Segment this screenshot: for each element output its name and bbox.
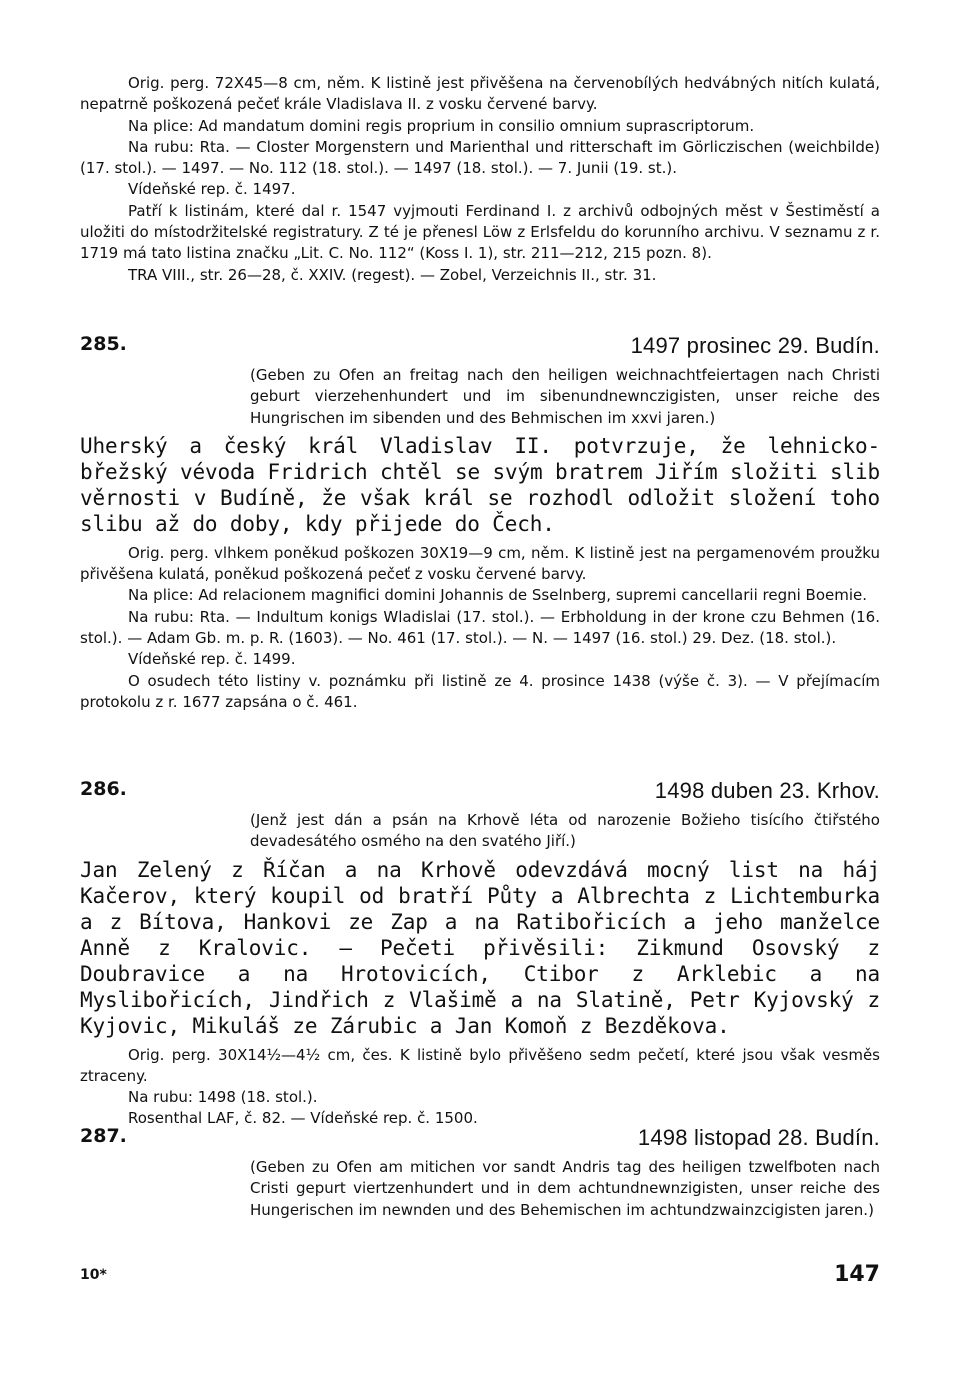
entry-number: 285. — [80, 333, 127, 355]
note-paragraph: Orig. perg. vlhkem poněkud poškozen 30X19—9 cm, něm. K listině jest na pergamenovém proužku přivěšena kulatá, poněkud poškozená pečeť z vosku červené barvy. — [80, 543, 880, 584]
note-paragraph: Vídeňské rep. č. 1499. — [128, 650, 296, 669]
entry-header — [80, 1125, 880, 1157]
note-paragraph: Na rubu: Rta. — Closter Morgenstern und Marienthal und ritterschaft im Görliczischen (weichbilde) (17. stol.). — 1497. — No. 112 (18. stol.). — 1497 (18. stol.). — 7. Junii (19. st.). — [80, 137, 880, 178]
note-paragraph: Orig. perg. 72X45—8 cm, něm. K listině jest přivěšena na červenobílých hedvábných nitích kulatá, nepatrně poškozená pečeť krále Vladislava II. z vosku červené barvy. — [80, 74, 880, 114]
note-paragraph: Rosenthal LAF, č. 82. — Vídeňské rep. č. 1500. — [128, 1109, 478, 1128]
note-paragraph: O osudech této listiny v. poznámku při listině ze 4. prosince 1438 (výše č. 3). — V přejímacím protokolu z r. 1677 zapsána o č. 461. — [80, 671, 880, 711]
entry-regest: Uherský a český král Vladislav II. potvrzuje, že lehnicko-břežský vévoda Fridrich chtěl se svým bratrem Jiřím složiti slib věrnosti v Budíně, že však král se rozhodl odložit složení toho slibu až do doby, kdy přijede do Čech. — [80, 433, 880, 536]
entry-date-place: 1497 prosinec 29. Budín. — [630, 333, 880, 358]
entry-regest: Jan Zelený z Říčan a na Krhově odevzdává mocný list na háj Kačerov, který koupil od bratří Půty a Albrechta z Lichtemburka a z Bítova, Hankovi ze Zap a na Ratibořicích a jeho manželce Anně z Kralovic. — Pečeti přivěsili: Zikmund Osovský z Doubravice a na Hrotovicích, Ctibor z Arklebic a na Myslibořicích, Jindřich z Vlašimě a na Slatině, Petr Kyjovský z Kyjovic, Mikuláš ze Zárubic a Jan Komoň z Bezděkova. — [80, 857, 880, 1038]
entry-header — [80, 333, 880, 365]
page-number: 147 — [834, 1262, 880, 1287]
note-paragraph: Orig. perg. 30X14½—4½ cm, čes. K listině bylo přivěšeno sedm pečetí, které jsou však vesměs ztraceny. — [80, 1045, 880, 1085]
entry-286 — [80, 778, 880, 1130]
previous-entry-notes — [80, 73, 880, 286]
note-paragraph: Na rubu: Rta. — Indultum konigs Wladislai (17. stol.). — Erbholdung in der krone czu Behmen (16. stol.). — Adam Gb. m. p. R. (1603). — No. 461 (17. stol.). — N. — 1497 (16. stol.) 29. Dez. (18. stol.). — [80, 607, 880, 648]
note-paragraph: Patří k listinám, které dal r. 1547 vyjmouti Ferdinand I. z archivů odbojných měst v Šestiměstí a uložiti do místodržitelské registratury. Z té je přenesl Löw z Erlsfeldu do korunního archivu. V seznamu z r. 1719 má tato listina značku „Lit. C. No. 112“ (Koss I. 1), str. 211—212, 215 pozn. 8). — [80, 201, 880, 263]
entry-header — [80, 778, 880, 810]
page-footer — [80, 1262, 880, 1292]
entry-quote: (Jenž jest dán a psán na Krhově léta od narozenie Božieho tisícího čtiřstého devadesátého osmého na den svatého Jiří.) — [250, 811, 880, 851]
note-paragraph: Na rubu: 1498 (18. stol.). — [128, 1088, 318, 1107]
note-paragraph: TRA VIII., str. 26—28, č. XXIV. (regest). — Zobel, Verzeichnis II., str. 31. — [128, 265, 657, 284]
entry-287 — [80, 1125, 880, 1223]
entry-285 — [80, 333, 880, 713]
entry-date-place: 1498 duben 23. Krhov. — [654, 778, 880, 803]
signature-mark: 10* — [80, 1267, 107, 1283]
entry-notes — [80, 1045, 880, 1130]
entry-number: 287. — [80, 1125, 127, 1147]
entry-number: 286. — [80, 778, 127, 800]
note-paragraph: Na plice: Ad relacionem magnifici domini Johannis de Sselnberg, supremi cancellarii regni Boemie. — [128, 586, 868, 605]
entry-quote: (Geben zu Ofen am mitichen vor sandt Andris tag des heiligen tzwelfboten nach Cristi gepurt viertzenhundert und in dem achtundnewnzigisten, unser reiche des Hungerischen im newnden und des Behemischen im achtundzwainzcigisten jaren.) — [250, 1158, 880, 1219]
entry-date-place: 1498 listopad 28. Budín. — [637, 1125, 880, 1150]
entry-quote: (Geben zu Ofen an freitag nach den heiligen weichnachtfeiertagen nach Christi geburt vierzehenhundert und im sibenundnewnczigisten, unser reiche des Hungrischen im sibenden und des Behmischen im xxvi jaren.) — [250, 366, 880, 427]
entry-notes — [80, 543, 880, 713]
note-paragraph: Vídeňské rep. č. 1497. — [128, 180, 296, 199]
note-paragraph: Na plice: Ad mandatum domini regis proprium in consilio omnium suprascriptorum. — [128, 116, 755, 135]
